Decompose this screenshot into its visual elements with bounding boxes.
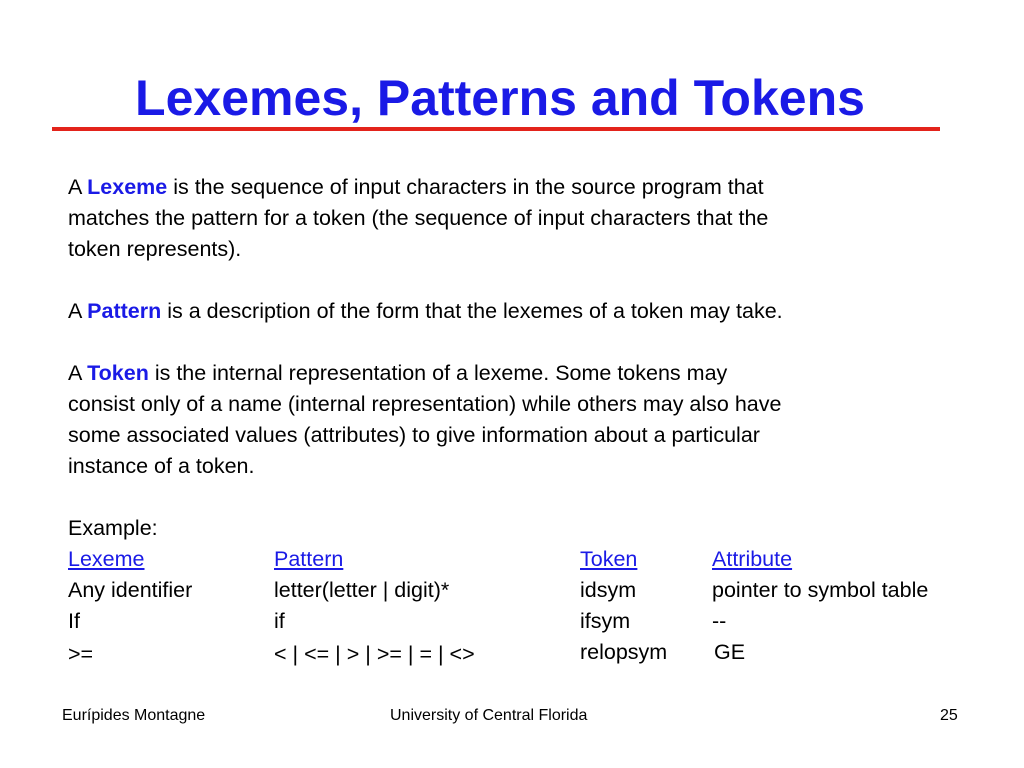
row-attribute: pointer to symbol table [712,578,929,602]
token-prefix: A [68,361,88,385]
slide-title: Lexemes, Patterns and Tokens [135,70,865,126]
row-pattern: letter(letter | digit)* [274,578,450,602]
header-attribute: Attribute [712,547,793,571]
pattern-prefix: A [68,299,88,323]
header-token: Token [580,547,638,571]
token-text-1: is the internal representation of a lexeme. Some tokens may [148,361,728,385]
token-line-3: some associated values (attributes) to give information about a particular [68,423,760,447]
title-underline-rule [52,127,940,131]
lexeme-prefix: A [68,175,88,199]
header-pattern: Pattern [274,547,344,571]
row-token: ifsym [580,609,631,633]
row-pattern: if [274,609,285,633]
example-label: Example: [68,516,158,540]
lexeme-text-1: is the sequence of input characters in the source program that [167,175,764,199]
footer-author: Eurípides Montagne [62,707,206,724]
row-lexeme: If [68,609,80,633]
token-term: Token [87,361,149,385]
footer-institution: University of Central Florida [390,707,588,724]
header-lexeme: Lexeme [68,547,145,571]
spacer [68,265,968,296]
spacer [68,482,968,513]
token-line-1 [68,358,968,389]
row-pattern: < | <= | > | >= | = | <> [274,642,475,666]
slide-body [68,172,968,668]
example-header-row [68,544,968,575]
table-row [68,606,968,637]
row-lexeme: Any identifier [68,578,193,602]
lexeme-line-3: token represents). [68,237,242,261]
table-row [68,575,968,606]
pattern-term: Pattern [87,299,162,323]
pattern-line [68,296,968,327]
token-line-4: instance of a token. [68,454,255,478]
token-line-2: consist only of a name (internal representation) while others may also have [68,392,782,416]
row-token: relopsym [580,640,668,664]
row-attribute: -- [712,609,727,633]
row-lexeme: >= [68,642,94,666]
lexeme-line-2: matches the pattern for a token (the sequence of input characters that the [68,206,769,230]
row-token: idsym [580,578,637,602]
spacer [68,327,968,358]
lexeme-term: Lexeme [87,175,168,199]
pattern-text: is a description of the form that the lexemes of a token may take. [161,299,783,323]
row-attribute: GE [714,640,746,664]
lexeme-line-1 [68,172,968,203]
footer-page-number: 25 [940,707,958,724]
table-row [68,637,968,668]
